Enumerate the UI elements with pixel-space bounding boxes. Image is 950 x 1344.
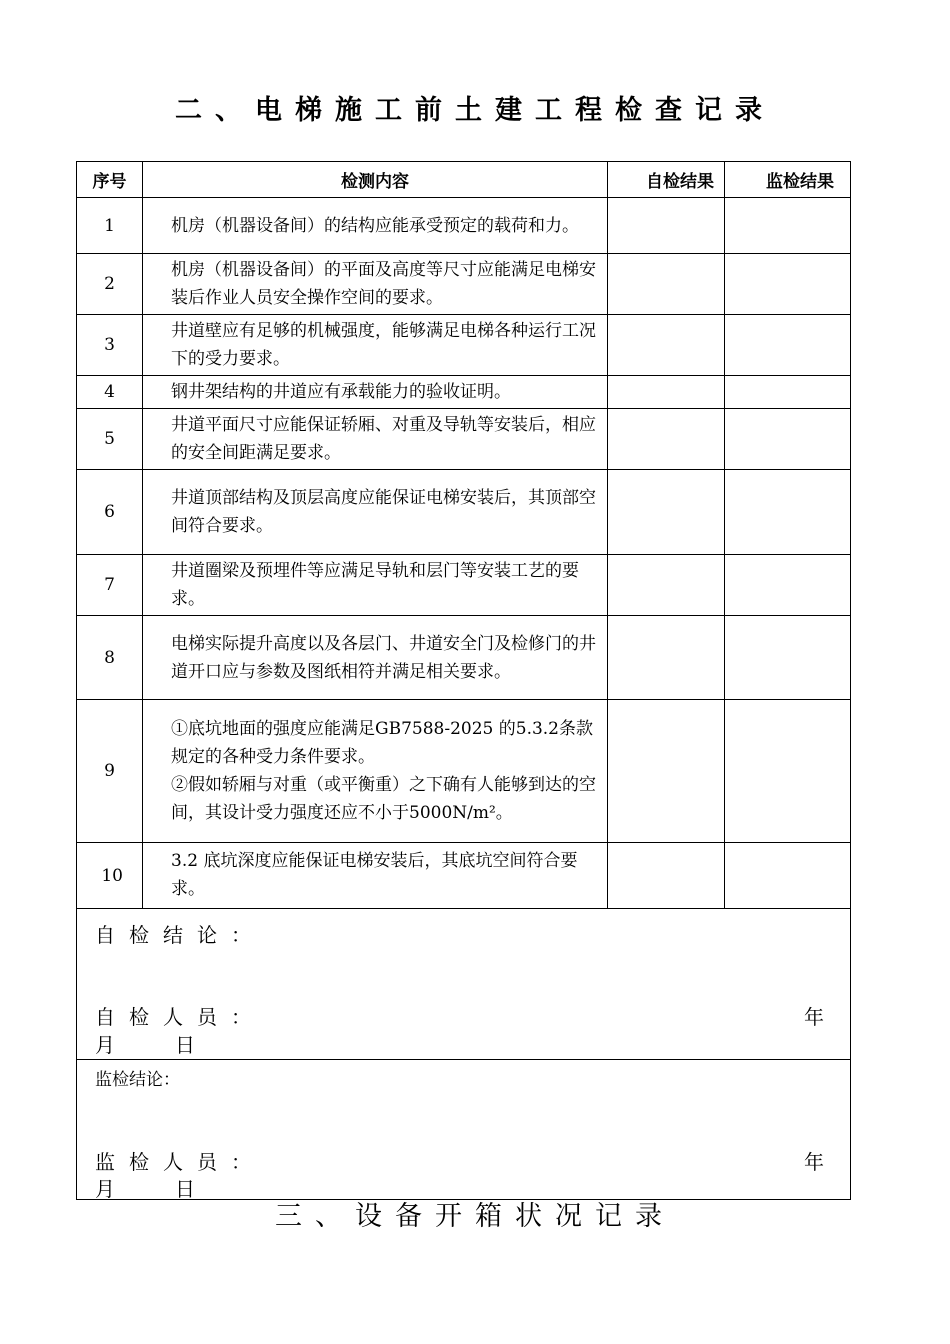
self-result-cell[interactable]	[608, 376, 725, 409]
supervision-result-cell[interactable]	[725, 843, 851, 909]
row-content	[143, 843, 608, 909]
row-content	[143, 376, 608, 409]
content-line: ①底坑地面的强度应能满足GB7588-2025 的5.3.2条款规定的各种受力条件要求。	[171, 719, 594, 767]
supervision-conclusion-label: 监检结论：	[95, 1070, 180, 1090]
row-content	[143, 409, 608, 470]
row-number: 8	[77, 616, 143, 700]
table-row	[77, 315, 851, 376]
row-number: 4	[77, 376, 143, 409]
header-content: 检测内容	[143, 162, 608, 198]
table-row	[77, 470, 851, 555]
content-line: 机房（机器设备间）的平面及高度等尺寸应能满足电梯安装后作业人员安全操作空间的要求。	[171, 260, 596, 308]
self-check-conclusion-label: 自检结论：	[95, 923, 265, 947]
next-section-title: 三、设备开箱状况记录	[275, 1201, 675, 1232]
supervision-result-cell[interactable]	[725, 470, 851, 555]
self-result-cell[interactable]	[608, 555, 725, 616]
supervision-result-cell[interactable]	[725, 315, 851, 376]
self-result-cell[interactable]	[608, 470, 725, 555]
supervision-year: 年	[804, 1150, 824, 1174]
supervision-result-cell[interactable]	[725, 376, 851, 409]
content-line: 井道顶部结构及顶层高度应能保证电梯安装后，其顶部空间符合要求。	[171, 488, 596, 536]
self-check-month: 月	[95, 1033, 129, 1057]
content-line: 3.2 底坑深度应能保证电梯安装后，其底坑空间符合要求。	[171, 851, 578, 899]
row-number: 6	[77, 470, 143, 555]
page-title: 二、电梯施工前土建工程检查记录	[175, 95, 775, 126]
self-result-cell[interactable]	[608, 616, 725, 700]
table-row	[77, 198, 851, 254]
content-line: 钢井架结构的井道应有承载能力的验收证明。	[171, 382, 511, 402]
self-check-person-label: 自检人员：	[95, 1005, 265, 1029]
header-self-result: 自检结果	[608, 162, 725, 198]
self-check-year: 年	[804, 1005, 824, 1029]
table-row	[77, 555, 851, 616]
supervision-section	[77, 1060, 851, 1200]
table-row	[77, 376, 851, 409]
supervision-result-cell[interactable]	[725, 198, 851, 254]
self-result-cell[interactable]	[608, 315, 725, 376]
row-number: 9	[77, 700, 143, 843]
row-content	[143, 700, 608, 843]
header-num: 序号	[77, 162, 143, 198]
supervision-result-cell[interactable]	[725, 555, 851, 616]
row-content	[143, 470, 608, 555]
content-line: 电梯实际提升高度以及各层门、井道安全门及检修门的井道开口应与参数及图纸相符并满足相关要求。	[171, 633, 596, 682]
supervision-row	[77, 1060, 851, 1200]
row-number: 2	[77, 254, 143, 315]
self-result-cell[interactable]	[608, 254, 725, 315]
row-content	[143, 198, 608, 254]
content-line: 机房（机器设备间）的结构应能承受预定的载荷和力。	[171, 215, 579, 236]
supervision-result-cell[interactable]	[725, 616, 851, 700]
supervision-result-cell[interactable]	[725, 409, 851, 470]
table-header-row	[77, 162, 851, 198]
supervision-day: 日	[175, 1177, 209, 1201]
supervision-result-cell[interactable]	[725, 254, 851, 315]
table-body	[77, 198, 851, 909]
table-row	[77, 700, 851, 843]
content-line: ②假如轿厢与对重（或平衡重）之下确有人能够到达的空间，其设计受力强度还应不小于5000N/m²。	[171, 775, 596, 823]
table-row	[77, 616, 851, 700]
table-row	[77, 409, 851, 470]
content-line: 井道圈梁及预埋件等应满足导轨和层门等安装工艺的要求。	[171, 561, 579, 609]
row-content	[143, 254, 608, 315]
self-result-cell[interactable]	[608, 409, 725, 470]
header-supervision-result: 监检结果	[725, 162, 851, 198]
self-check-row	[77, 909, 851, 1060]
self-check-day: 日	[175, 1033, 209, 1057]
supervision-person-label: 监检人员：	[95, 1150, 265, 1174]
row-number: 5	[77, 409, 143, 470]
row-number: 7	[77, 555, 143, 616]
table-row	[77, 254, 851, 315]
row-content	[143, 555, 608, 616]
row-content	[143, 315, 608, 376]
self-result-cell[interactable]	[608, 843, 725, 909]
supervision-month: 月	[95, 1177, 129, 1201]
self-result-cell[interactable]	[608, 700, 725, 843]
content-line: 井道壁应有足够的机械强度，能够满足电梯各种运行工况下的受力要求。	[171, 321, 596, 369]
table-row	[77, 843, 851, 909]
supervision-result-cell[interactable]	[725, 700, 851, 843]
self-result-cell[interactable]	[608, 198, 725, 254]
row-number: 3	[77, 315, 143, 376]
self-check-section	[77, 909, 851, 1060]
row-content	[143, 616, 608, 700]
row-number: 1	[77, 198, 143, 254]
content-line: 井道平面尺寸应能保证轿厢、对重及导轨等安装后，相应的安全间距满足要求。	[171, 415, 596, 463]
inspection-table	[76, 161, 851, 1200]
row-number: 10	[77, 843, 143, 909]
